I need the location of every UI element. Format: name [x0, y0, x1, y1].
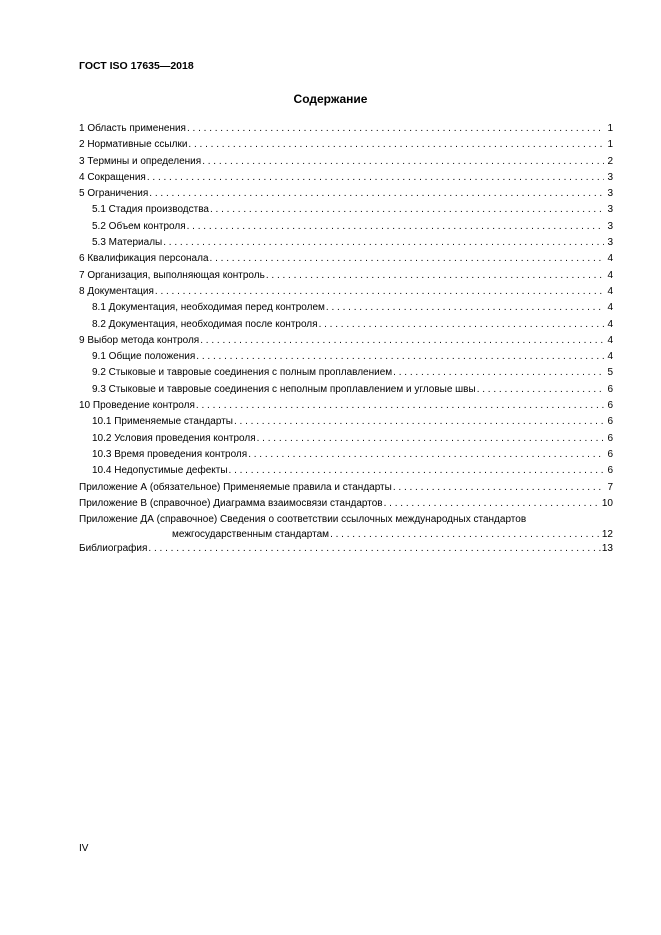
toc-entry-page: 3 — [607, 171, 613, 183]
toc-entry[interactable] — [79, 541, 613, 557]
toc-subentry[interactable] — [79, 202, 613, 218]
toc-subentry[interactable] — [79, 447, 613, 463]
toc-entry-label: 5 Ограничения — [79, 188, 149, 200]
leader-dots — [200, 333, 604, 349]
leader-dots — [202, 154, 604, 170]
toc-entry-page: 6 — [607, 465, 613, 477]
toc-subentry[interactable] — [79, 219, 613, 235]
toc-entry-page: 5 — [607, 367, 613, 379]
toc-entry[interactable] — [79, 284, 613, 300]
toc-entry-page: 6 — [607, 416, 613, 428]
leader-dots — [330, 528, 601, 541]
leader-dots — [188, 137, 604, 153]
toc-subentry[interactable] — [79, 414, 613, 430]
toc-entry-page: 1 — [607, 123, 613, 134]
toc-entry-page: 3 — [607, 188, 613, 200]
leader-dots — [393, 365, 604, 381]
toc-entry-page: 13 — [601, 543, 613, 555]
toc-entry-page: 4 — [607, 351, 613, 363]
toc-entry-label: Приложение ДА (справочное) Сведения о соответствии ссылочных международных стандартов — [79, 514, 527, 526]
toc-entry-label-continued: межгосударственным стандартам — [172, 529, 330, 541]
toc-entry[interactable] — [79, 154, 613, 170]
toc-entry-page: 10 — [601, 497, 613, 509]
toc-subentry[interactable] — [79, 463, 613, 479]
leader-dots — [210, 251, 604, 267]
toc-entry-label: 8.1 Документация, необходимая перед контролем — [92, 302, 325, 314]
toc-entry-page: 2 — [607, 155, 613, 167]
toc-entry-page: 3 — [607, 237, 613, 249]
toc-entry-page: 4 — [607, 285, 613, 297]
toc-entry-label: 4 Сокращения — [79, 171, 146, 183]
toc-entry[interactable] — [79, 480, 613, 496]
toc-subentry[interactable] — [79, 235, 613, 251]
leader-dots — [234, 414, 604, 430]
leader-dots — [196, 398, 604, 414]
toc-subentry[interactable] — [79, 431, 613, 447]
toc-entry[interactable] — [79, 137, 613, 153]
leader-dots — [187, 121, 604, 137]
toc-entry-label: 9.1 Общие положения — [92, 351, 196, 363]
toc-entry[interactable] — [79, 333, 613, 349]
toc-entry-label: 3 Термины и определения — [79, 155, 202, 167]
toc-entry-page: 6 — [607, 448, 613, 460]
leader-dots — [257, 431, 604, 447]
leader-dots — [163, 235, 604, 251]
toc-entry-label: Приложение В (справочное) Диаграмма взаимосвязи стандартов — [79, 497, 383, 509]
toc-entry-label: 9 Выбор метода контроля — [79, 334, 200, 346]
leader-dots — [187, 219, 604, 235]
leader-dots — [326, 300, 604, 316]
toc-entry-page: 4 — [607, 269, 613, 281]
toc-entry-page: 4 — [607, 318, 613, 330]
toc-entry-label: 1 Область применения — [79, 123, 186, 134]
leader-dots — [229, 463, 604, 479]
toc-entry-label: 8 Документация — [79, 285, 154, 297]
toc-subentry[interactable] — [79, 382, 613, 398]
table-of-contents — [79, 121, 613, 558]
toc-subentry[interactable] — [79, 365, 613, 381]
leader-dots — [149, 186, 604, 202]
toc-entry-label: Библиография — [79, 543, 148, 555]
toc-entry-page: 7 — [607, 481, 613, 493]
toc-entry-page: 4 — [607, 334, 613, 346]
toc-entry-label: 10 Проведение контроля — [79, 400, 195, 412]
leader-dots — [384, 496, 601, 512]
toc-entry-label: 6 Квалификация персонала — [79, 253, 209, 265]
leader-dots — [477, 382, 604, 398]
toc-entry-label: 2 Нормативные ссылки — [79, 139, 188, 151]
leader-dots — [393, 480, 604, 496]
toc-subentry[interactable] — [79, 300, 613, 316]
leader-dots — [196, 349, 604, 365]
toc-entry[interactable] — [79, 186, 613, 202]
toc-entry-page: 3 — [607, 220, 613, 232]
toc-entry-label: 9.3 Стыковые и тавровые соединения с неполным проплавлением и угловые швы — [92, 383, 476, 395]
toc-entry-label: Приложение А (обязательное) Применяемые правила и стандарты — [79, 481, 392, 493]
toc-entry-label: 10.3 Время проведения контроля — [92, 448, 248, 460]
toc-entry-label: 10.1 Применяемые стандарты — [92, 416, 233, 428]
toc-entry-label: 5.3 Материалы — [92, 237, 163, 249]
toc-entry-page: 4 — [607, 302, 613, 314]
leader-dots — [148, 541, 600, 557]
toc-entry-label: 5.2 Объем контроля — [92, 220, 186, 232]
leader-dots — [210, 202, 604, 218]
toc-entry-label: 8.2 Документация, необходимая после контроля — [92, 318, 318, 330]
toc-entry-label: 9.2 Стыковые и тавровые соединения с полным проплавлением — [92, 367, 393, 379]
toc-entry-page: 6 — [607, 400, 613, 412]
toc-entry-page: 6 — [607, 383, 613, 395]
page-number: IV — [79, 843, 89, 854]
toc-entry[interactable] — [79, 398, 613, 414]
toc-entry-page: 3 — [607, 204, 613, 216]
leader-dots — [147, 170, 604, 186]
toc-entry-label: 7 Организация, выполняющая контроль — [79, 269, 265, 281]
toc-entry[interactable] — [79, 170, 613, 186]
toc-entry[interactable] — [79, 268, 613, 284]
leader-dots — [266, 268, 604, 284]
leader-dots — [155, 284, 604, 300]
toc-subentry[interactable] — [79, 317, 613, 333]
toc-entry[interactable] — [79, 121, 613, 137]
toc-entry-page: 4 — [607, 253, 613, 265]
toc-entry-page: 12 — [601, 529, 613, 541]
toc-entry-label: 10.4 Недопустимые дефекты — [92, 465, 228, 477]
toc-entry-page: 6 — [607, 432, 613, 444]
toc-entry[interactable] — [79, 251, 613, 267]
toc-title: Содержание — [293, 92, 368, 106]
toc-entry-page: 1 — [607, 139, 613, 151]
toc-entry-label: 5.1 Стадия производства — [92, 204, 209, 216]
toc-subentry[interactable] — [79, 349, 613, 365]
standard-designation: ГОСТ ISO 17635—2018 — [79, 60, 194, 72]
toc-entry-label: 10.2 Условия проведения контроля — [92, 432, 256, 444]
toc-entry[interactable] — [79, 496, 613, 512]
leader-dots — [248, 447, 604, 463]
toc-entry[interactable] — [79, 512, 613, 541]
leader-dots — [319, 317, 604, 333]
